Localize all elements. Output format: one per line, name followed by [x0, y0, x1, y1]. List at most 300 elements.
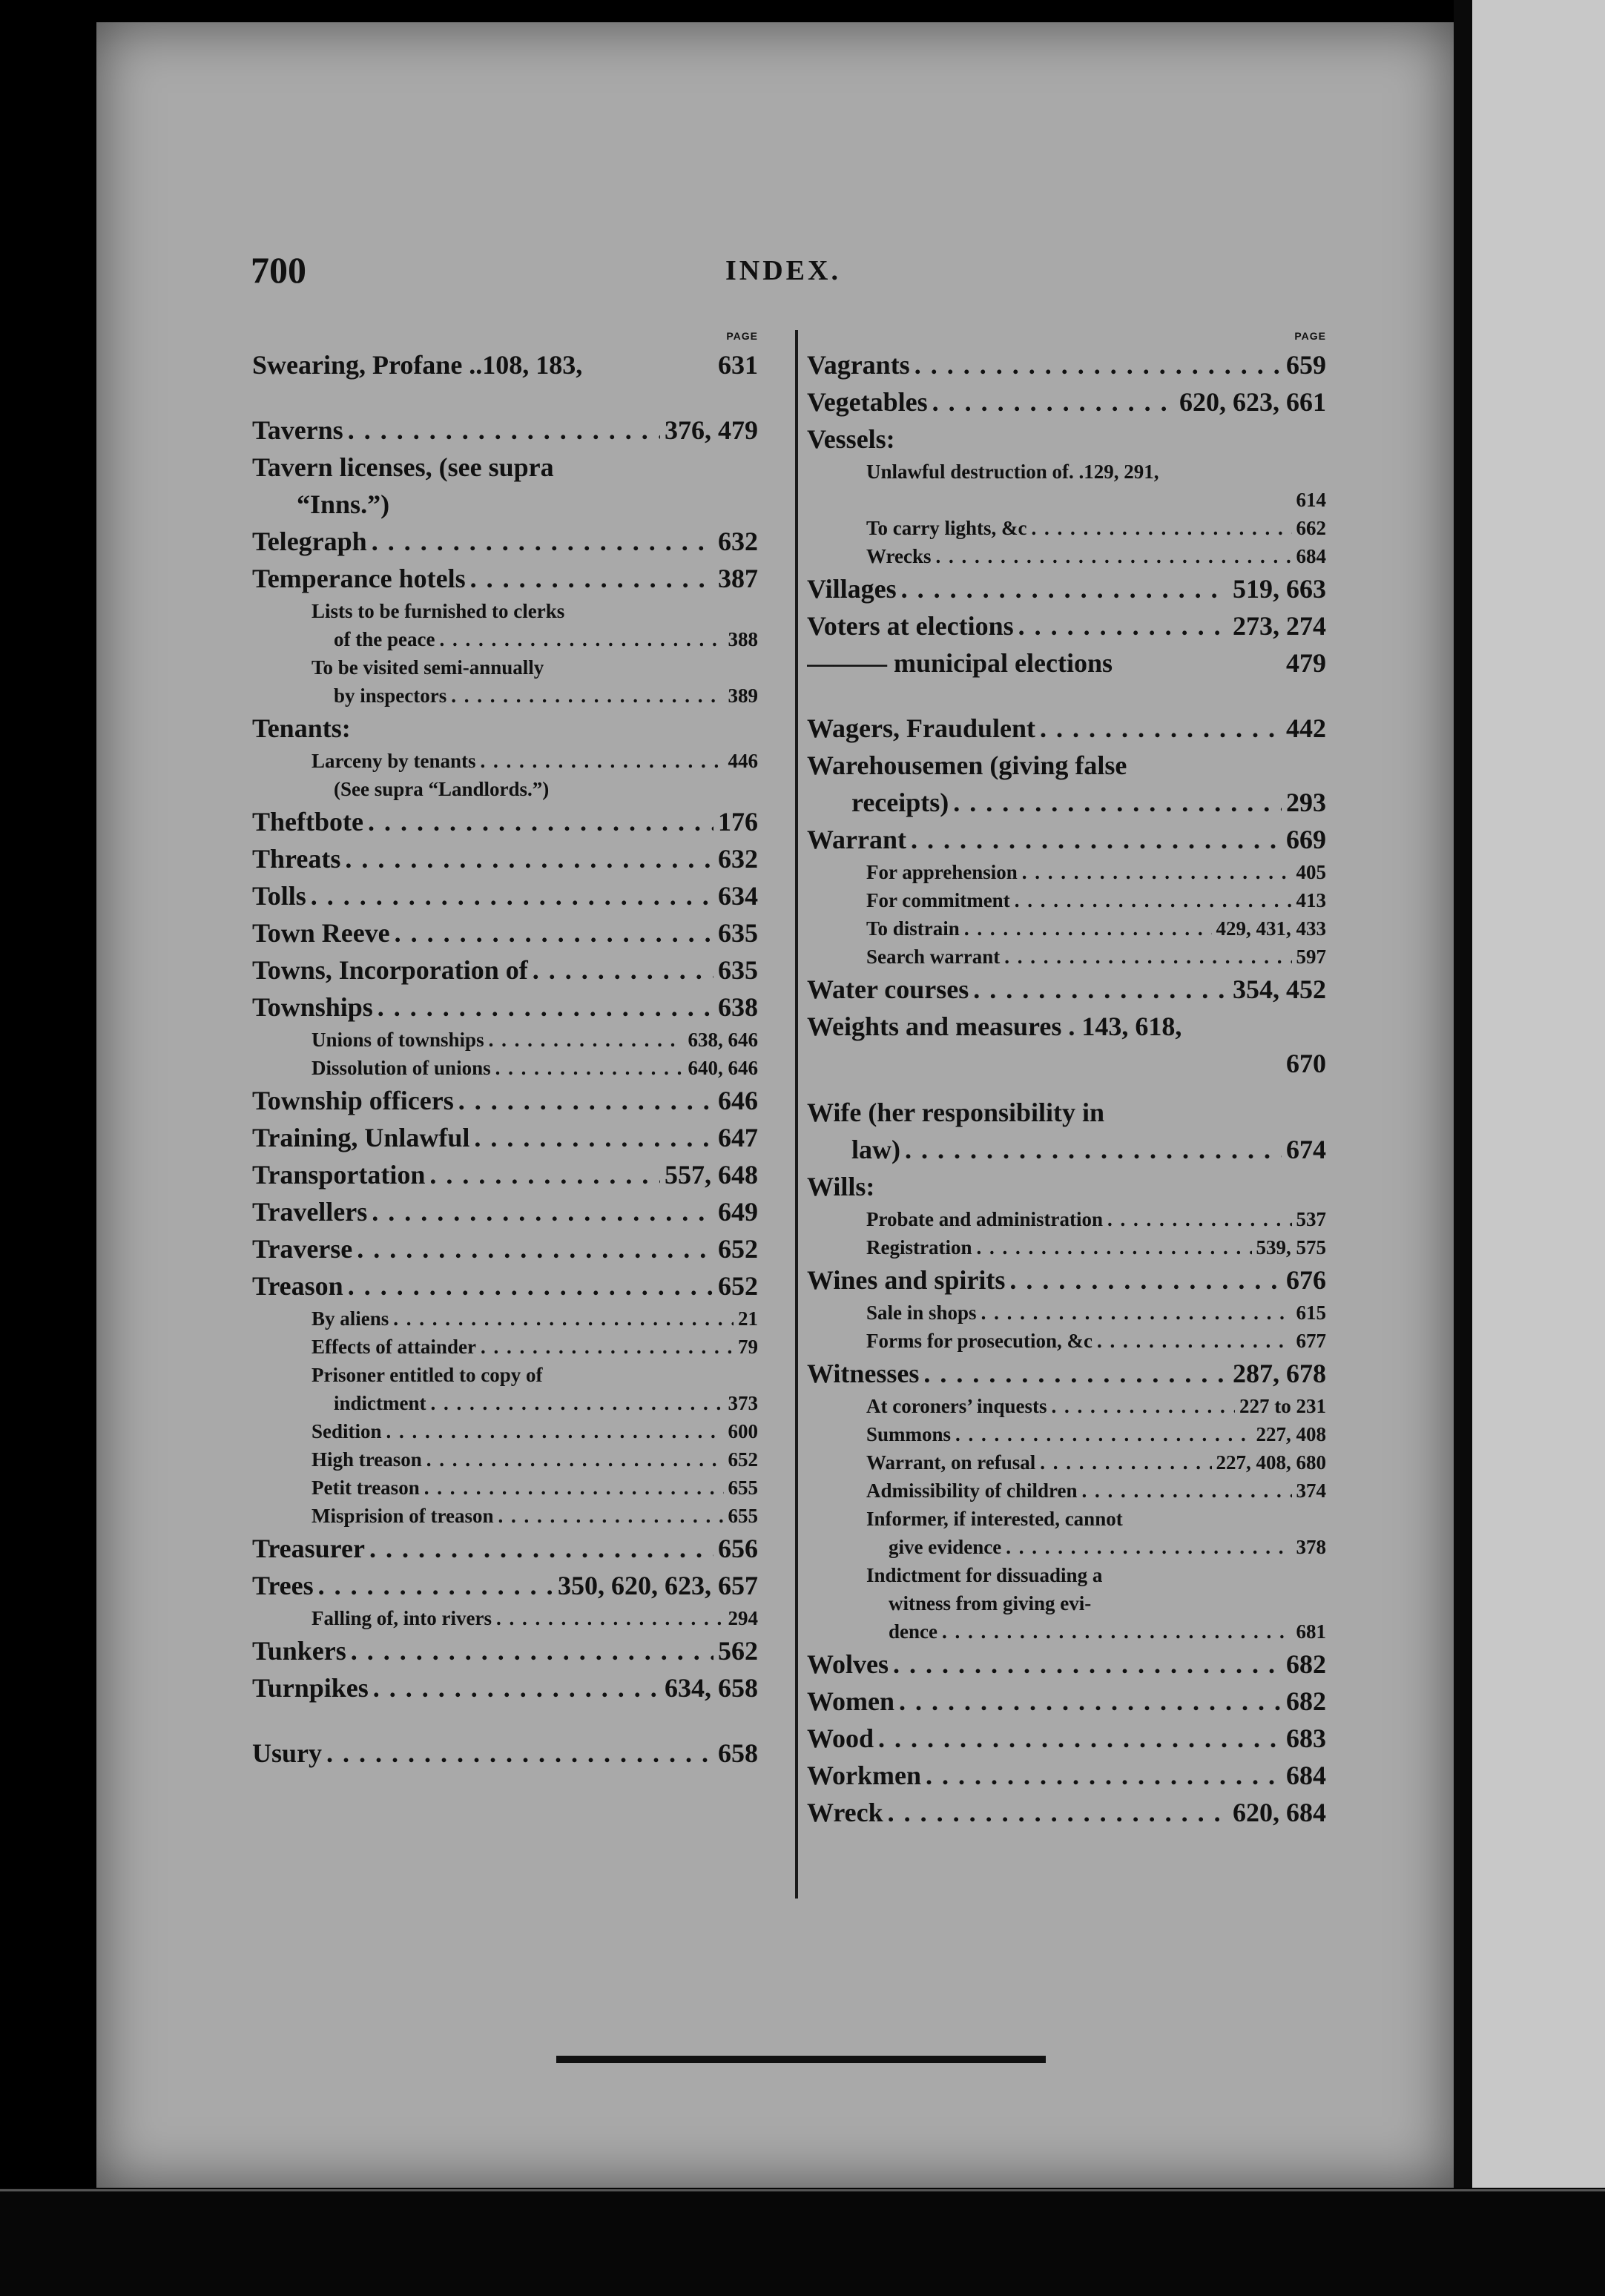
entry-term: dence — [889, 1620, 937, 1643]
entry-page-ref: 638, 646 — [688, 1029, 758, 1051]
leader-dots — [1040, 1448, 1211, 1477]
index-entry — [807, 747, 1326, 784]
leader-dots — [372, 1193, 713, 1230]
index-entry — [807, 1477, 1326, 1505]
leader-dots — [955, 1420, 1251, 1448]
index-entry — [252, 1669, 758, 1706]
index-entry — [807, 943, 1326, 971]
index-entry — [807, 1420, 1326, 1448]
index-entry — [807, 644, 1326, 682]
index-entry — [807, 886, 1326, 914]
entry-page-ref: 655 — [728, 1505, 758, 1527]
entry-page-ref: 632 — [718, 844, 758, 874]
leader-dots — [372, 523, 713, 560]
entry-page-ref: 662 — [1296, 517, 1326, 539]
index-entry — [252, 803, 758, 840]
leader-dots — [368, 803, 713, 840]
leader-dots — [926, 1757, 1282, 1794]
entry-term: Prisoner entitled to copy of — [312, 1364, 543, 1386]
entry-term: Wagers, Fraudulent — [807, 713, 1036, 743]
leader-dots — [1040, 710, 1282, 747]
entry-page-ref: 354, 452 — [1233, 974, 1326, 1004]
index-entry — [807, 1045, 1326, 1082]
entry-term: Training, Unlawful — [252, 1123, 470, 1152]
entry-term: Wills: — [807, 1172, 875, 1201]
entry-term: Dissolution of unions — [312, 1057, 491, 1079]
leader-dots — [878, 1720, 1282, 1757]
index-entry — [252, 1389, 758, 1417]
entry-page-ref: 670 — [1286, 1049, 1326, 1078]
entry-page-ref: 669 — [1286, 825, 1326, 854]
entry-page-ref: 378 — [1296, 1536, 1326, 1558]
leader-dots — [393, 1304, 734, 1333]
entry-term: Indictment for dissuading a — [866, 1564, 1103, 1586]
entry-term: Theftbote — [252, 807, 363, 837]
entry-page-ref: 405 — [1296, 861, 1326, 883]
index-entry — [252, 775, 758, 803]
entry-term: Admissibility of children — [866, 1479, 1078, 1502]
entry-page-ref: 539, 575 — [1256, 1236, 1326, 1258]
entry-page-ref: 389 — [728, 684, 758, 707]
index-entry — [252, 1333, 758, 1361]
index-entry — [252, 1417, 758, 1445]
entry-page-ref: 273, 274 — [1233, 611, 1326, 641]
index-entry — [252, 989, 758, 1026]
entry-page-ref: 683 — [1286, 1723, 1326, 1753]
entry-term: Sale in shops — [866, 1302, 977, 1324]
leader-dots — [1015, 886, 1292, 914]
entry-page-ref: 374 — [1296, 1479, 1326, 1502]
index-entry — [252, 1632, 758, 1669]
leader-dots — [1097, 1327, 1292, 1355]
entry-term: Misprision of treason — [312, 1505, 494, 1527]
index-entry — [807, 1683, 1326, 1720]
entry-spacer — [807, 682, 1326, 710]
index-entry — [807, 570, 1326, 607]
leader-dots — [1082, 1477, 1292, 1505]
entry-page-ref: 373 — [728, 1392, 758, 1414]
entry-term: Townships — [252, 992, 373, 1022]
entry-term: ——— municipal elections — [807, 648, 1113, 678]
leader-dots — [311, 877, 713, 914]
entry-spacer — [252, 1706, 758, 1735]
entry-term: Registration — [866, 1236, 972, 1258]
index-entry — [807, 458, 1326, 486]
entry-term: Petit treason — [312, 1477, 420, 1499]
entry-page-ref: 652 — [728, 1448, 758, 1471]
leader-dots — [923, 1355, 1228, 1392]
entry-page-ref: 674 — [1286, 1135, 1326, 1164]
leader-dots — [1004, 943, 1291, 971]
leader-dots — [899, 1683, 1282, 1720]
entry-page-ref: 656 — [718, 1534, 758, 1563]
leader-dots — [318, 1567, 553, 1604]
entry-page-ref: 634 — [718, 881, 758, 911]
entry-term: Voters at elections — [807, 611, 1014, 641]
index-entry — [252, 625, 758, 653]
leader-dots — [953, 784, 1282, 821]
index-entry — [807, 542, 1326, 570]
leader-dots — [474, 1119, 713, 1156]
index-entry — [252, 682, 758, 710]
index-entry — [807, 1589, 1326, 1617]
entry-page-ref: 442 — [1286, 713, 1326, 743]
index-entry — [807, 1533, 1326, 1561]
entry-page-ref: 682 — [1286, 1649, 1326, 1679]
entry-page-ref: 562 — [718, 1636, 758, 1666]
index-entry — [252, 1193, 758, 1230]
entry-term: Sedition — [312, 1420, 382, 1442]
entry-page-ref: 519, 663 — [1233, 574, 1326, 604]
entry-page-ref: 446 — [728, 750, 758, 772]
leader-dots — [489, 1026, 684, 1054]
entry-page-ref: 479 — [1286, 648, 1326, 678]
entry-term: Usury — [252, 1738, 323, 1768]
index-entry — [252, 1567, 758, 1604]
entry-page-ref: 684 — [1296, 545, 1326, 567]
leader-dots — [496, 1604, 724, 1632]
entry-page-ref: 21 — [738, 1307, 758, 1330]
index-entry — [807, 1757, 1326, 1794]
entry-term: For commitment — [866, 889, 1010, 911]
entry-page-ref: 631 — [718, 350, 758, 380]
entry-term: Telegraph — [252, 527, 367, 556]
leader-dots — [914, 346, 1282, 383]
entry-term: At coroners’ inquests — [866, 1395, 1047, 1417]
entry-page-ref: 681 — [1296, 1620, 1326, 1643]
entry-term: Travellers — [252, 1197, 368, 1227]
index-entry — [252, 951, 758, 989]
running-title: INDEX. — [725, 255, 841, 286]
index-entry — [807, 1261, 1326, 1299]
adjacent-page-strip — [1472, 0, 1605, 2296]
leader-dots — [348, 412, 660, 449]
index-entry — [807, 1094, 1326, 1131]
index-entry — [252, 1119, 758, 1156]
entry-term: Warehousemen (giving false — [807, 751, 1127, 780]
index-entry — [807, 420, 1326, 458]
leader-dots — [326, 1735, 713, 1772]
entry-term: Falling of, into rivers — [312, 1607, 492, 1629]
leader-dots — [431, 1389, 724, 1417]
leader-dots — [1022, 858, 1292, 886]
entry-spacer — [807, 1082, 1326, 1094]
index-entry — [252, 914, 758, 951]
entry-term: Workmen — [807, 1761, 922, 1790]
index-entry — [807, 1720, 1326, 1757]
index-entry — [252, 1156, 758, 1193]
index-entry — [807, 858, 1326, 886]
entry-page-ref: 597 — [1296, 946, 1326, 968]
index-entry — [252, 1502, 758, 1530]
index-entry — [807, 710, 1326, 747]
entry-page-ref: 652 — [718, 1271, 758, 1301]
index-entry — [252, 653, 758, 682]
leader-dots — [1018, 607, 1228, 644]
index-entry — [252, 1082, 758, 1119]
index-entry — [807, 1355, 1326, 1392]
entry-page-ref: 294 — [728, 1607, 758, 1629]
entry-term: Summons — [866, 1423, 952, 1445]
entry-term: Wines and spirits — [807, 1265, 1006, 1295]
entry-page-ref: 614 — [1296, 489, 1326, 511]
leader-dots — [1009, 1261, 1282, 1299]
leader-dots — [888, 1794, 1228, 1831]
entry-term: Tavern licenses, (see supra — [252, 452, 554, 482]
entry-term: Informer, if interested, cannot — [866, 1508, 1123, 1530]
leader-dots — [481, 747, 724, 775]
entry-page-ref: 658 — [718, 1738, 758, 1768]
page-column-label: PAGE — [726, 330, 758, 342]
index-entry — [252, 346, 758, 383]
entry-term: Vagrants — [807, 350, 910, 380]
index-entry — [252, 1604, 758, 1632]
index-entry — [252, 1267, 758, 1304]
index-entry — [252, 1054, 758, 1082]
index-entry — [807, 514, 1326, 542]
index-entry — [807, 1448, 1326, 1477]
entry-term: For apprehension — [866, 861, 1018, 883]
entry-term: Trees — [252, 1571, 314, 1600]
leader-dots — [495, 1054, 684, 1082]
entry-page-ref: 676 — [1286, 1265, 1326, 1295]
entry-term: Larceny by tenants — [312, 750, 476, 772]
entry-term: Wreck — [807, 1798, 883, 1827]
entry-page-ref: 635 — [718, 955, 758, 985]
leader-dots — [348, 1267, 713, 1304]
entry-term: Tunkers — [252, 1636, 346, 1666]
index-entry — [252, 840, 758, 877]
entry-term: Town Reeve — [252, 918, 390, 948]
index-entry — [252, 1361, 758, 1389]
page-header — [251, 248, 1378, 293]
entry-term: Taverns — [252, 415, 343, 445]
left-index-column — [252, 330, 758, 1772]
entry-term: indictment — [334, 1392, 426, 1414]
index-entry — [807, 914, 1326, 943]
closing-rule — [556, 2056, 1046, 2063]
entry-page-ref: 655 — [728, 1477, 758, 1499]
entry-term: Towns, Incorporation of — [252, 955, 528, 985]
entry-page-ref: 620, 623, 661 — [1179, 387, 1326, 417]
entry-term: law) — [851, 1135, 900, 1164]
entry-page-ref: 647 — [718, 1123, 758, 1152]
entry-term: Probate and administration — [866, 1208, 1104, 1230]
leader-dots — [378, 989, 713, 1026]
entry-term: Township officers — [252, 1086, 454, 1115]
entry-page-ref: 429, 431, 433 — [1216, 917, 1326, 940]
entry-term: Weights and measures . 143, 618, — [807, 1012, 1182, 1041]
leader-dots — [369, 1530, 713, 1567]
entry-page-ref: 684 — [1286, 1761, 1326, 1790]
entry-term: Traverse — [252, 1234, 353, 1264]
leader-dots — [1006, 1533, 1291, 1561]
leader-dots — [439, 625, 723, 653]
index-entry — [252, 710, 758, 747]
entry-term: Turnpikes — [252, 1673, 369, 1703]
index-entry — [252, 1735, 758, 1772]
entry-term: (See supra “Landlords.”) — [334, 778, 550, 800]
entry-term: Water courses — [807, 974, 969, 1004]
index-entry — [807, 1233, 1326, 1261]
leader-dots — [429, 1156, 660, 1193]
index-entry — [252, 1230, 758, 1267]
leader-dots — [901, 570, 1228, 607]
entry-term: Villages — [807, 574, 897, 604]
leader-dots — [395, 914, 713, 951]
entry-term: Effects of attainder — [312, 1336, 476, 1358]
entry-term: by inspectors — [334, 684, 447, 707]
entry-page-ref: 557, 648 — [665, 1160, 758, 1190]
leader-dots — [345, 840, 713, 877]
leader-dots — [1031, 514, 1291, 542]
entry-page-ref: 176 — [718, 807, 758, 837]
entry-term: of the peace — [334, 628, 435, 650]
leader-dots — [932, 383, 1175, 420]
entry-term: By aliens — [312, 1307, 389, 1330]
entry-term: Tolls — [252, 881, 306, 911]
index-entry — [252, 560, 758, 597]
column-divider — [795, 330, 798, 1899]
entry-page-ref: 413 — [1296, 889, 1326, 911]
leader-dots — [936, 542, 1292, 570]
leader-dots — [905, 1131, 1282, 1168]
leader-dots — [357, 1230, 713, 1267]
index-entry — [807, 607, 1326, 644]
entry-term: Wolves — [807, 1649, 889, 1679]
leader-dots — [973, 971, 1228, 1008]
right-index-column — [807, 330, 1326, 1831]
entry-page-ref: 682 — [1286, 1686, 1326, 1716]
entry-page-ref: 350, 620, 623, 657 — [558, 1571, 758, 1600]
leader-dots — [470, 560, 713, 597]
index-entry — [252, 412, 758, 449]
entry-page-ref: 634, 658 — [665, 1673, 758, 1703]
entry-term: Threats — [252, 844, 341, 874]
leader-dots — [1052, 1392, 1236, 1420]
entry-page-ref: 287, 678 — [1233, 1359, 1326, 1388]
left-entry-list — [252, 346, 758, 1772]
entry-term: Wife (her responsibility in — [807, 1098, 1105, 1127]
leader-dots — [373, 1669, 660, 1706]
entry-page-ref: 376, 479 — [665, 415, 758, 445]
index-entry — [252, 523, 758, 560]
index-entry — [807, 1008, 1326, 1045]
entry-term: give evidence — [889, 1536, 1002, 1558]
index-entry — [252, 1530, 758, 1567]
entry-page-ref: 677 — [1296, 1330, 1326, 1352]
index-entry — [807, 1646, 1326, 1683]
leader-dots — [893, 1646, 1282, 1683]
entry-page-ref: 293 — [1286, 788, 1326, 817]
entry-page-ref: 638 — [718, 992, 758, 1022]
scan-edge-line — [0, 2189, 1605, 2191]
leader-dots — [964, 914, 1212, 943]
entry-page-ref: 632 — [718, 527, 758, 556]
entry-term: Forms for prosecution, &c — [866, 1330, 1092, 1352]
entry-term: High treason — [312, 1448, 422, 1471]
index-entry — [252, 1026, 758, 1054]
entry-term: Unlawful destruction of. .129, 291, — [866, 461, 1159, 483]
index-entry — [807, 1327, 1326, 1355]
index-entry — [807, 1299, 1326, 1327]
leader-dots — [451, 682, 723, 710]
index-entry — [807, 383, 1326, 420]
entry-term: Witnesses — [807, 1359, 920, 1388]
index-entry — [807, 821, 1326, 858]
index-entry — [252, 1445, 758, 1474]
entry-term: Tenants: — [252, 713, 351, 743]
entry-term: Temperance hotels — [252, 564, 466, 593]
scan-bottom-margin — [0, 2188, 1605, 2296]
page-column-label: PAGE — [1294, 330, 1326, 342]
entry-page-ref: 388 — [728, 628, 758, 650]
index-entry — [252, 597, 758, 625]
index-entry — [807, 346, 1326, 383]
leader-dots — [481, 1333, 734, 1361]
entry-page-ref: 600 — [728, 1420, 758, 1442]
entry-page-ref: 387 — [718, 564, 758, 593]
entry-page-ref: 227 to 231 — [1239, 1395, 1326, 1417]
entry-term: “Inns.”) — [297, 489, 390, 519]
entry-term: Swearing, Profane ..108, 183, — [252, 350, 583, 380]
entry-page-ref: 227, 408, 680 — [1216, 1451, 1326, 1474]
leader-dots — [424, 1474, 724, 1502]
leader-dots — [911, 821, 1282, 858]
entry-term: To carry lights, &c — [866, 517, 1027, 539]
entry-page-ref: 227, 408 — [1256, 1423, 1326, 1445]
entry-page-ref: 615 — [1296, 1302, 1326, 1324]
page-number: 700 — [251, 249, 306, 291]
entry-term: Treasurer — [252, 1534, 365, 1563]
leader-dots — [351, 1632, 713, 1669]
index-entry — [807, 1794, 1326, 1831]
index-entry — [252, 449, 758, 486]
entry-term: Vegetables — [807, 387, 928, 417]
entry-page-ref: 652 — [718, 1234, 758, 1264]
entry-term: Warrant — [807, 825, 906, 854]
index-entry — [807, 1205, 1326, 1233]
entry-page-ref: 659 — [1286, 350, 1326, 380]
leader-dots — [498, 1502, 724, 1530]
entry-page-ref: 620, 684 — [1233, 1798, 1326, 1827]
index-entry — [807, 1505, 1326, 1533]
leader-dots — [426, 1445, 724, 1474]
entry-page-ref: 537 — [1296, 1208, 1326, 1230]
index-entry — [252, 1474, 758, 1502]
entry-page-ref: 640, 646 — [688, 1057, 758, 1079]
index-entry — [807, 1168, 1326, 1205]
entry-term: Lists to be furnished to clerks — [312, 600, 565, 622]
leader-dots — [981, 1299, 1292, 1327]
entry-term: witness from giving evi- — [889, 1592, 1092, 1614]
index-entry — [252, 1304, 758, 1333]
index-entry — [252, 747, 758, 775]
index-entry — [252, 486, 758, 523]
entry-term: receipts) — [851, 788, 949, 817]
entry-term: Vessels: — [807, 424, 895, 454]
entry-term: To distrain — [866, 917, 960, 940]
leader-dots — [458, 1082, 713, 1119]
index-entry — [807, 1131, 1326, 1168]
entry-term: Treason — [252, 1271, 343, 1301]
entry-term: Transportation — [252, 1160, 426, 1190]
leader-dots — [533, 951, 713, 989]
entry-term: Unions of townships — [312, 1029, 484, 1051]
entry-term: Wood — [807, 1723, 874, 1753]
entry-term: Warrant, on refusal — [866, 1451, 1036, 1474]
entry-term: Wrecks — [866, 545, 932, 567]
